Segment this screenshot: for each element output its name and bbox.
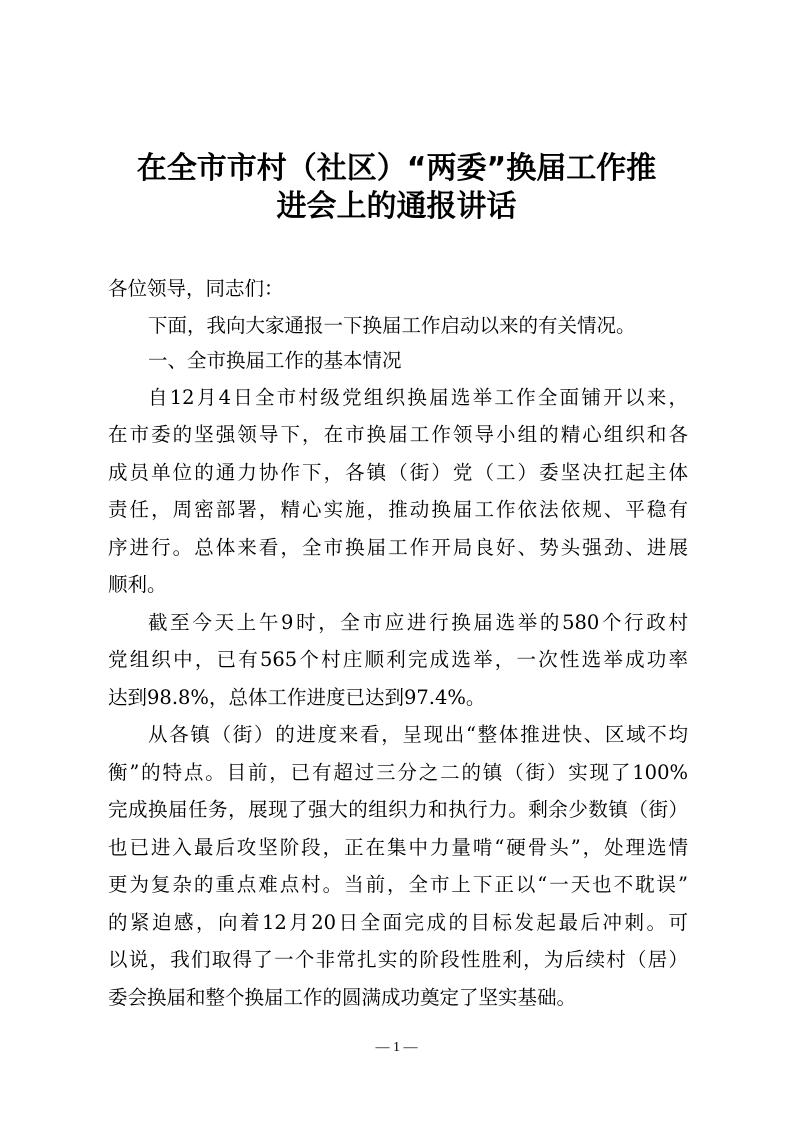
paragraph-1-line: 在市委的坚强领导下，在市换届工作领导小组的精心组织和各: [108, 423, 688, 446]
section-heading-1: 一、全市换届工作的基本情况: [148, 349, 402, 372]
paragraph-3-line: 完成换届任务，展现了强大的组织力和执行力。剩余少数镇（街）: [108, 798, 688, 821]
paragraph-1-line: 自12月4日全市村级党组织换届选举工作全面铺开以来，: [148, 386, 688, 409]
paragraph-3-line: 衡”的特点。目前，已有超过三分之二的镇（街）实现了100%: [108, 761, 688, 784]
document-title-line-1: 在全市市村（社区）“两委”换届工作推: [136, 151, 657, 186]
paragraph-2-line: 截至今天上午9时，全市应进行换届选举的580个行政村: [148, 611, 688, 634]
document-title-line-2: 进会上的通报讲话: [276, 189, 517, 224]
paragraph-2-line: 党组织中，已有565个村庄顺利完成选举，一次性选举成功率: [108, 648, 688, 671]
paragraph-1-line: 责任，周密部署，精心实施，推动换届工作依法依规、平稳有: [108, 498, 688, 521]
paragraph-3-line: 的紧迫感，向着12月20日全面完成的目标发起最后冲刺。可: [108, 911, 688, 934]
intro-paragraph: 下面，我向大家通报一下换届工作启动以来的有关情况。: [148, 314, 636, 337]
paragraph-3-line: 更为复杂的重点难点村。当前，全市上下正以“一天也不耽误”: [108, 873, 688, 896]
paragraph-1-line: 顺利。: [108, 573, 167, 596]
page-number: — 1 —: [375, 1040, 418, 1055]
paragraph-1-line: 序进行。总体来看，全市换届工作开局良好、势头强劲、进展: [108, 536, 688, 559]
paragraph-2-line: 达到98.8%，总体工作进度已达到97.4%。: [108, 686, 486, 709]
paragraph-3-line: 从各镇（街）的进度来看，呈现出“整体推进快、区域不均: [148, 723, 688, 746]
paragraph-3-line: 也已进入最后攻坚阶段，正在集中力量啃“硬骨头”，处理选情: [108, 836, 688, 859]
paragraph-1-line: 成员单位的通力协作下，各镇（街）党（工）委坚决扛起主体: [108, 461, 688, 484]
paragraph-3-line: 以说，我们取得了一个非常扎实的阶段性胜利，为后续村（居）: [108, 948, 688, 971]
salutation: 各位领导，同志们：: [108, 277, 284, 300]
paragraph-3-line: 委会换届和整个换届工作的圆满成功奠定了坚实基础。: [108, 986, 577, 1009]
